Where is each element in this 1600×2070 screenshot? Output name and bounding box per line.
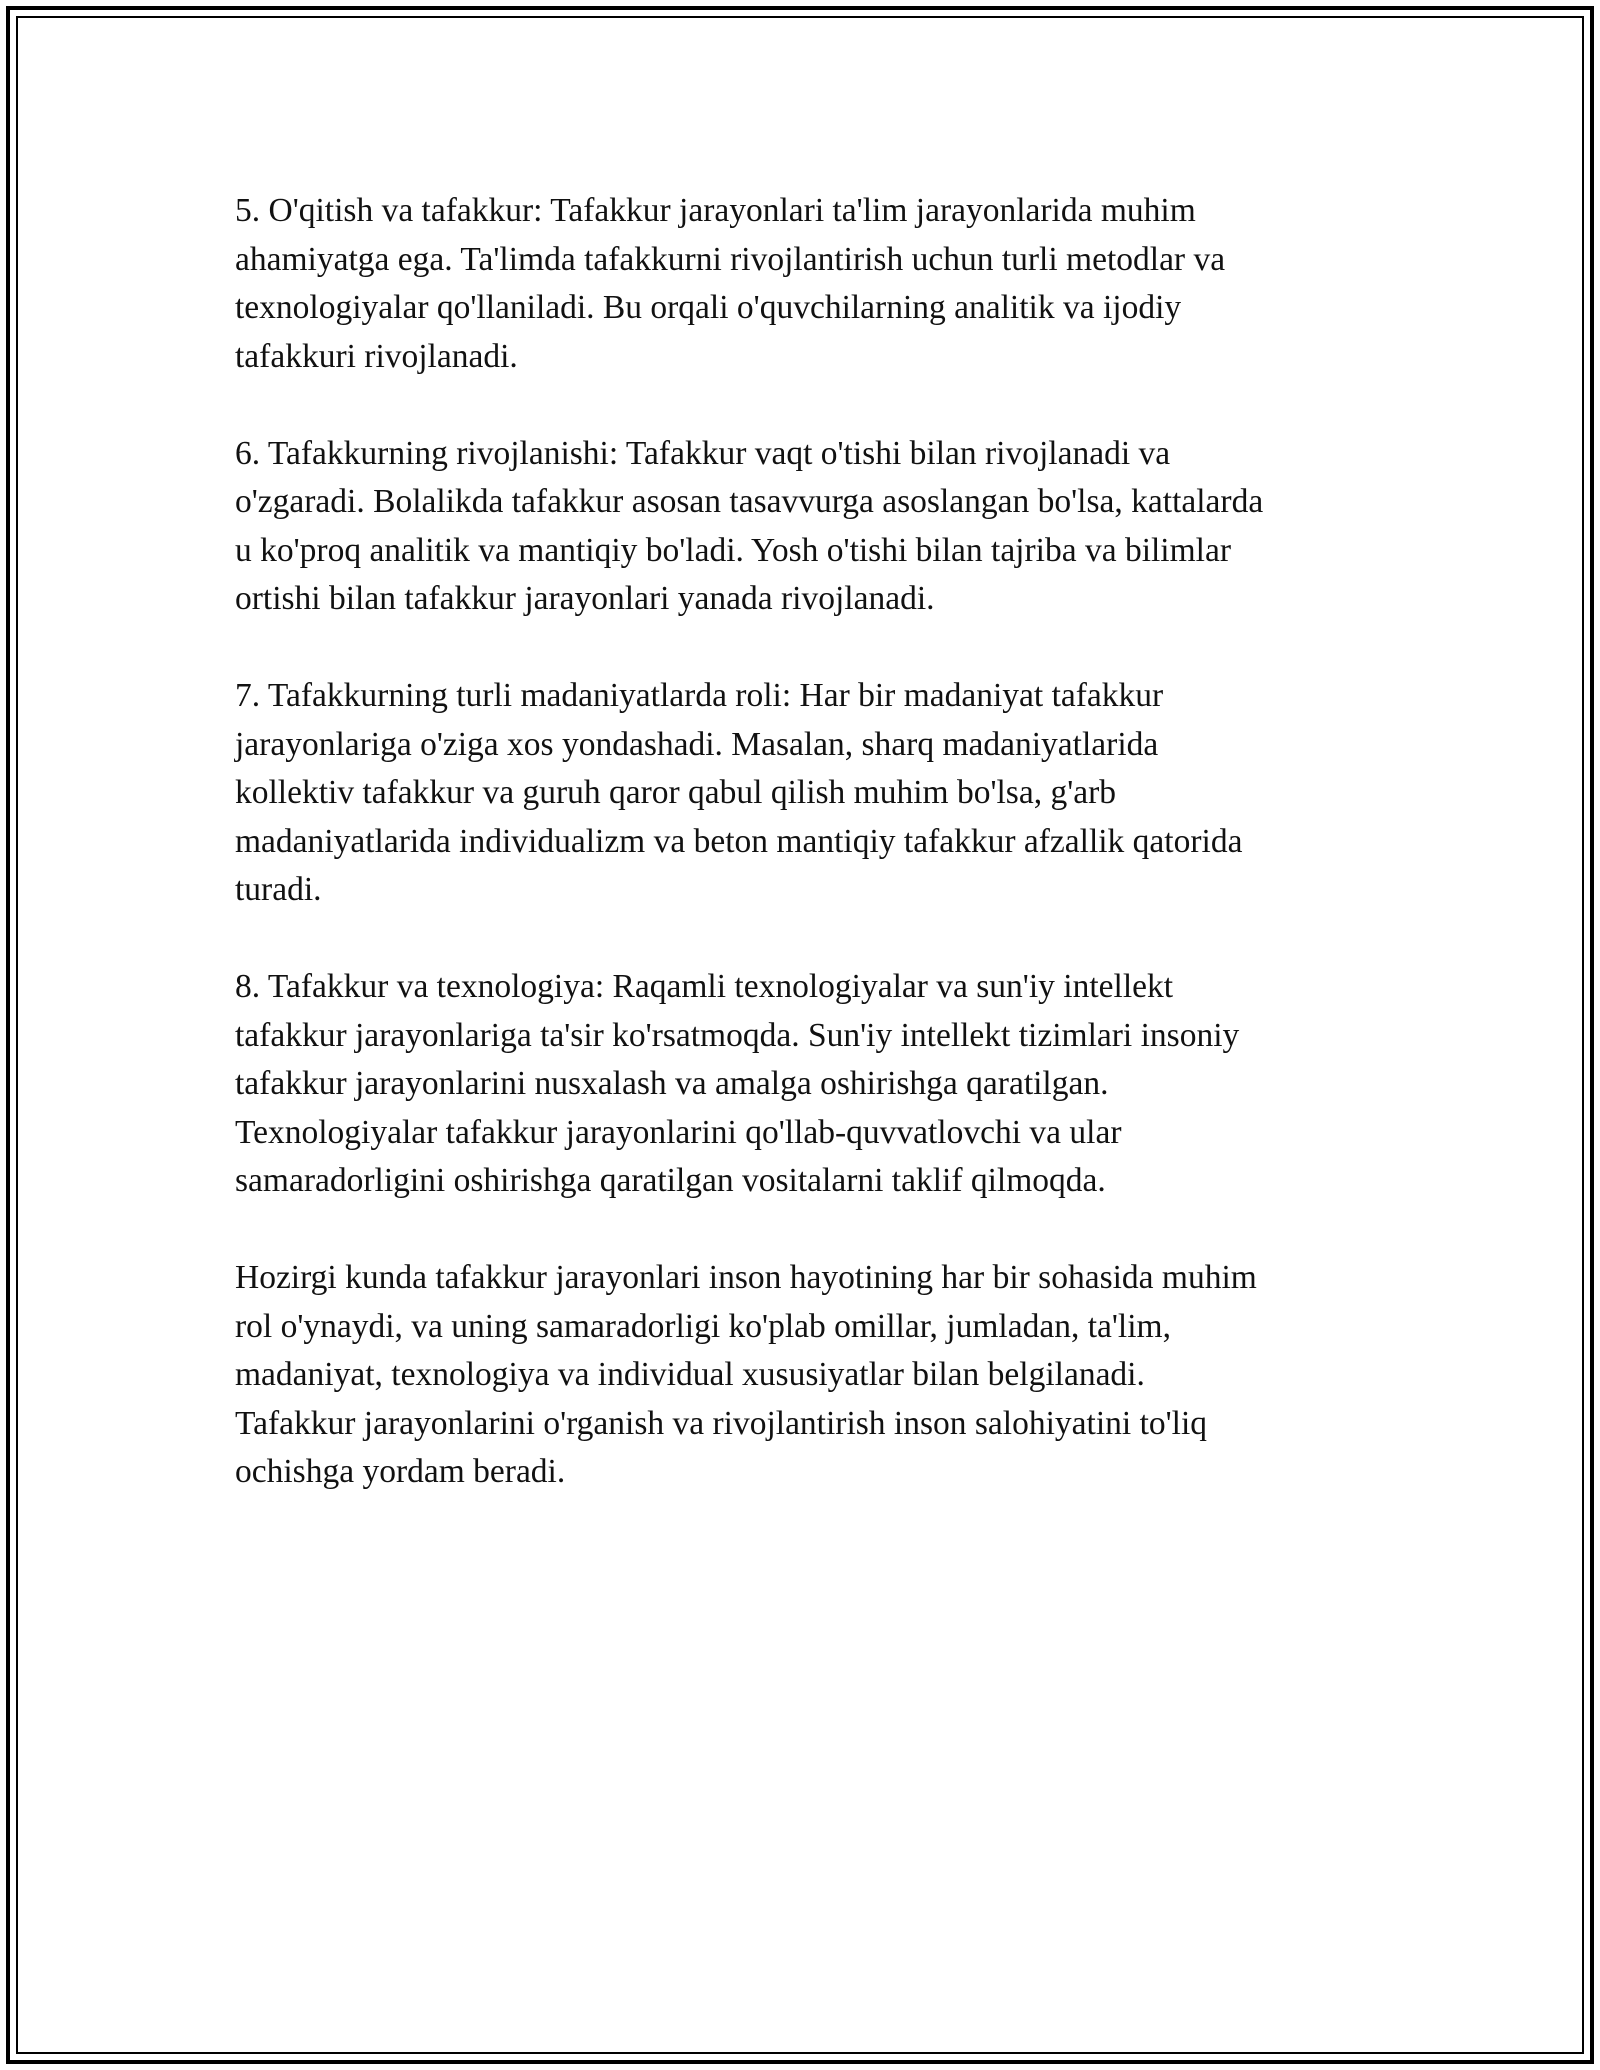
paragraph-conclusion: Hozirgi kunda tafakkur jarayonlari inson hayotining har bir sohasida muhim rol o'ynaydi, va uning samaradorligi ko'plab omillar, jumladan, ta'lim, madaniyat, texnologiya va individual xususiyatlar bilan belgilanadi. Tafakkur jarayonlarini o'rganish va rivojlantirish inson salohiyatini to'liq ochishga yordam beradi. [235,1259,1257,1490]
paragraph-section-8: 8. Tafakkur va texnologiya: Raqamli texnologiyalar va sun'iy intellekt tafakkur jarayonlariga ta'sir ko'rsatmoqda. Sun'iy intellekt tizimlari insoniy tafakkur jarayonlarini nusxalash va amalga oshirishga qaratilgan. Texnologiyalar tafakkur jarayonlarini qo'llab-quvvatlovchi va ular samaradorligini oshirishga qaratilgan vositalarni taklif qilmoqda. [235,968,1240,1199]
paragraph-section-5: 5. O'qitish va tafakkur: Tafakkur jarayonlari ta'lim jarayonlarida muhim ahamiyatga ega. Ta'limda tafakkurni rivojlantirish uchun turli metodlar va texnologiyalar qo'llaniladi. Bu orqali o'quvchilarning analitik va ijodiy tafakkuri rivojlanadi. [235,192,1226,375]
document-body [235,187,1375,1545]
paragraph-section-6: 6. Tafakkurning rivojlanishi: Tafakkur vaqt o'tishi bilan rivojlanadi va o'zgaradi. Bolalikda tafakkur asosan tasavvurga asoslangan bo'lsa, kattalarda u ko'proq analitik va mantiqiy bo'ladi. Yosh o'tishi bilan tajriba va bilimlar ortishi bilan tafakkur jarayonlari yanada rivojlanadi. [235,434,1264,617]
paragraph-section-7: 7. Tafakkurning turli madaniyatlarda roli: Har bir madaniyat tafakkur jarayonlariga o'ziga xos yondashadi. Masalan, sharq madaniyatlarida kollektiv tafakkur va guruh qaror qabul qilish muhim bo'lsa, g'arb madaniyatlarida individualizm va beton mantiqiy tafakkur afzallik qatorida turadi. [235,677,1243,908]
